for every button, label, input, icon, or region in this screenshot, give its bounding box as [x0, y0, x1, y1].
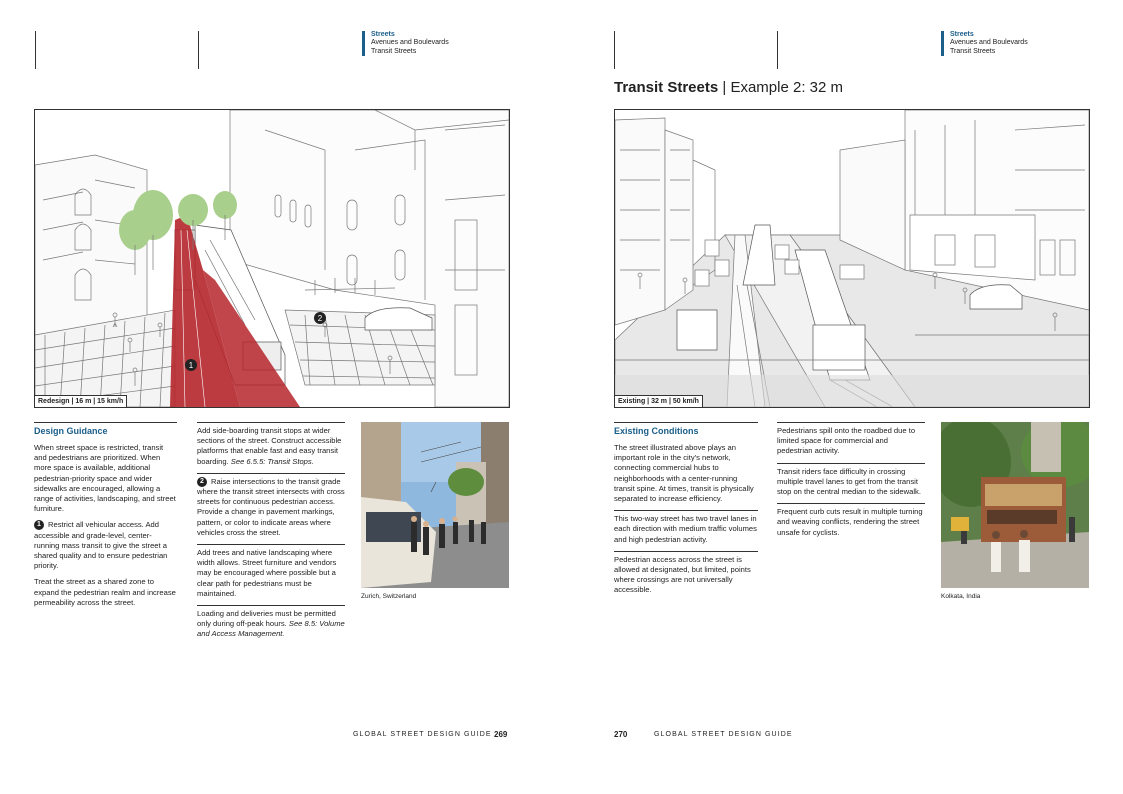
existing-street-drawing: [615, 110, 1089, 407]
divider: [614, 510, 758, 511]
existing-column-2: [777, 422, 925, 544]
footer-title-left: GLOBAL STREET DESIGN GUIDE: [353, 731, 492, 738]
svg-text:1: 1: [188, 361, 194, 370]
breadcrumb-left: [362, 31, 449, 56]
existing-illustration: [614, 109, 1090, 408]
paragraph: When street space is restricted, transit and pedestrians are prioritized. When more space is available, additional pedestrian-priority space and wider sidewalks are encouraged, allowing a range of activities, landscaping, and street furniture.: [34, 443, 176, 514]
paragraph: [34, 520, 177, 571]
paragraph: Pedestrians spill onto the roadbed due to limited space for commercial and pedestrian activity.: [777, 426, 916, 456]
scale-label: Redesign | 16 m | 15 km/h: [35, 395, 127, 407]
photo-caption: Kolkata, India: [941, 593, 981, 600]
page-title-bold: Transit Streets: [614, 79, 719, 96]
existing-conditions-column: [614, 422, 758, 602]
divider: [777, 463, 925, 464]
paragraph: [197, 426, 345, 467]
paragraph: Add trees and native landscaping where width allows. Street furniture and vendors may be encouraged where possible but a clear path for pedestrians must be maintained.: [197, 548, 337, 598]
redesign-street-drawing: [35, 110, 509, 407]
header-rule: [35, 31, 36, 69]
paragraph: Transit riders face difficulty in crossing multiple travel lanes to get from the transit stop on the central median to the sidewalk.: [777, 466, 921, 497]
zurich-photo: [361, 422, 509, 588]
kolkata-photo: [941, 422, 1089, 588]
page-number-left: 269: [494, 730, 508, 739]
breadcrumb-right: [941, 31, 1028, 56]
divider: [614, 551, 758, 552]
svg-text:2: 2: [317, 314, 323, 323]
breadcrumb-section[interactable]: Streets: [371, 31, 395, 38]
marker-2-badge: 2: [197, 477, 207, 487]
divider: [197, 473, 345, 474]
paragraph: [197, 609, 345, 640]
page-number-right: 270: [614, 730, 628, 739]
breadcrumb-section[interactable]: Streets: [950, 31, 974, 38]
paragraph: Frequent curb cuts result in multiple turning and weaving conflicts, rendering the street unsafe for cyclists.: [777, 507, 923, 537]
cross-reference[interactable]: See 8.5: Volume and Access Management.: [197, 619, 345, 639]
header-rule: [198, 31, 199, 69]
redesign-illustration: [34, 109, 510, 408]
page-title-rest: | Example 2: 32 m: [718, 79, 844, 96]
paragraph: Pedestrian access across the street is allowed at designated, but limited, points where crossings are not universally accessible.: [614, 554, 751, 595]
breadcrumb-current[interactable]: Transit Streets: [950, 47, 996, 55]
paragraph-text: Raise intersections to the transit grade where the transit street intersects with cross streets for continuous pedestrian access. Provide a change in pavement markings, pattern, or color to indicate areas where vehicles cross the street.: [197, 476, 345, 537]
footer-title-right: GLOBAL STREET DESIGN GUIDE: [654, 731, 793, 738]
photo-caption: Zurich, Switzerland: [361, 593, 417, 600]
paragraph: [197, 477, 345, 538]
breadcrumb-current[interactable]: Transit Streets: [371, 47, 417, 55]
divider: [197, 544, 345, 545]
divider: [777, 503, 925, 504]
divider: [197, 605, 345, 606]
design-guidance-column: [34, 422, 177, 614]
paragraph: Treat the street as a shared zone to expand the pedestrian realm and increase permeability across the street.: [34, 577, 176, 607]
paragraph-text: Restrict all vehicular access. Add accessible and grade-level, center-running mass transit to give the street a shared quality and to ensure pedestrian priority.: [34, 520, 168, 571]
section-heading: Design Guidance: [34, 422, 177, 437]
marker-1-badge: 1: [34, 520, 44, 530]
section-heading: Existing Conditions: [614, 422, 758, 437]
guidance-column-2: [197, 422, 345, 646]
header-rule: [614, 31, 615, 69]
paragraph: The street illustrated above plays an important role in the city's network, connecting commercial hubs to neighborhoods with a center-running transit spine. At times, transit is physically separated to increase efficiency.: [614, 443, 754, 504]
marker-2: [314, 312, 326, 324]
header-rule: [777, 31, 778, 69]
marker-1: [185, 359, 197, 371]
breadcrumb-sub[interactable]: Avenues and Boulevards: [371, 39, 449, 47]
page-title: [614, 79, 843, 96]
paragraph: This two-way street has two travel lanes in each direction with medium traffic volumes and high pedestrian activity.: [614, 514, 757, 544]
paragraph-text: Add side-boarding transit stops at wider sections of the street. Construct accessible platforms that enable fast and easy transit boarding.: [197, 426, 342, 466]
breadcrumb-sub[interactable]: Avenues and Boulevards: [950, 39, 1028, 47]
paragraph-text: Loading and deliveries must be permitted only during off-peak hours.: [197, 609, 336, 629]
cross-reference[interactable]: See 6.5.5: Transit Stops.: [230, 456, 314, 466]
scale-label: Existing | 32 m | 50 km/h: [615, 395, 703, 407]
